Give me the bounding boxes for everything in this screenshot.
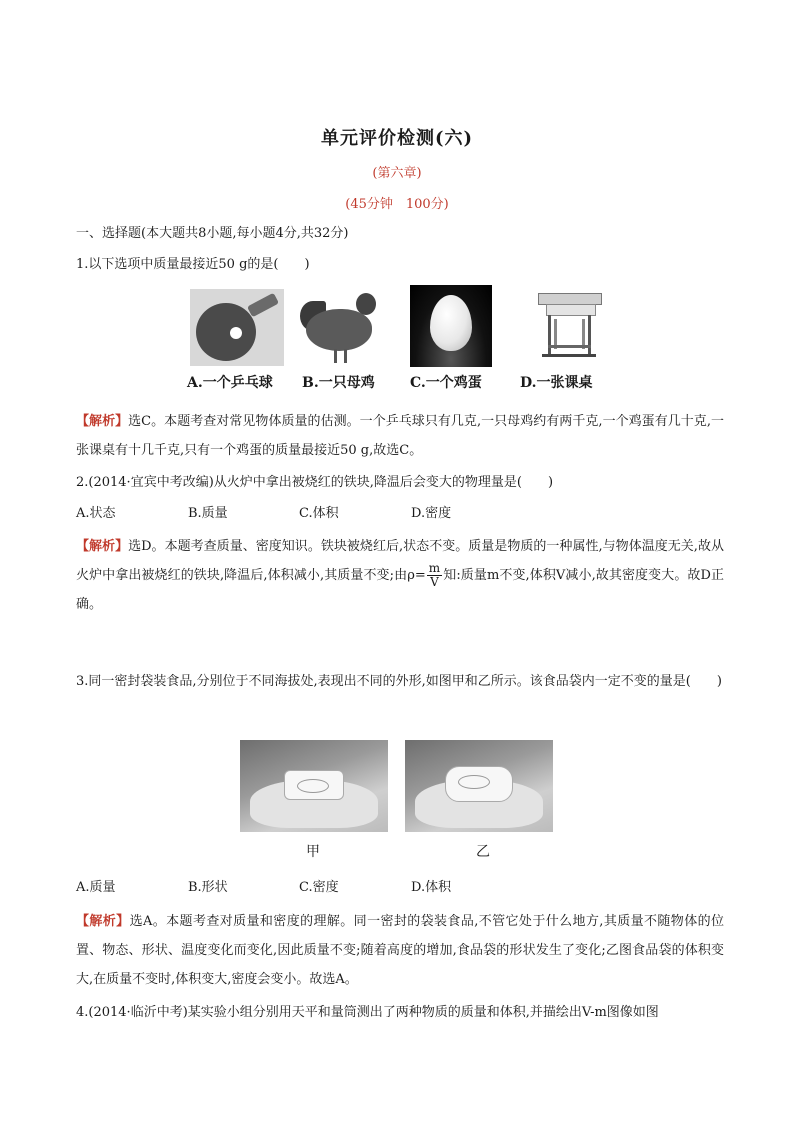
q3-option-b: B.形状 — [188, 880, 228, 895]
q3-option-c: C.密度 — [299, 880, 339, 895]
sealed-bag-photo-yi — [405, 740, 553, 832]
option-caption-a: A.一个乒乓球 — [187, 375, 273, 391]
q3-option-d: D.体积 — [411, 880, 452, 895]
question-2-analysis: 【解析】选D。本题考查质量、密度知识。铁块被烧红后,状态不变。质量是物质的一种属性,与物体温度无关,故从火炉中拿出被烧红的铁块,降温后,体积减小,其质量不变;由ρ= $\frac{m}{V}$ 知:质量m不变,体积V减小,故其密度变大。故D正确。 — [76, 539, 725, 612]
q2-option-a: A.状态 — [76, 506, 116, 521]
question-1-stem: 1.以下选项中质量最接近50 g的是( ) — [76, 257, 310, 272]
density-fraction: $\frac{m}{V}$ — [428, 561, 441, 589]
section-heading: 一、选择题(本大题共8小题,每小题4分,共32分) — [76, 226, 349, 241]
hen-image — [300, 287, 388, 365]
chapter-label: (第六章) — [372, 166, 422, 181]
q2-option-c: C.体积 — [299, 506, 339, 521]
page-title: 单元评价检测(六) — [320, 128, 474, 149]
option-caption-d: D.一张课桌 — [520, 375, 593, 391]
egg-image — [410, 285, 492, 367]
question-3-stem: 3.同一密封袋装食品,分别位于不同海拔处,表现出不同的外形,如图甲和乙所示。该食品袋内一定不变的量是( ) — [76, 674, 722, 689]
question-1-analysis: 【解析】选C。本题考查对常见物体质量的估测。一个乒乓球只有几克,一只母鸡约有两千克,一个鸡蛋有几十克,一张课桌有十几千克,只有一个鸡蛋的质量最接近50 g,故选C。 — [76, 414, 724, 458]
option-caption-c: C.一个鸡蛋 — [410, 375, 482, 391]
option-caption-b: B.一只母鸡 — [302, 375, 375, 391]
sealed-bag-photo-jia — [240, 740, 388, 832]
question-3-analysis: 【解析】选A。本题考查对质量和密度的理解。同一密封的袋装食品,不管它处于什么地方,其质量不随物体的位置、物态、形状、温度变化而变化,因此质量不变;随着高度的增加,食品袋的形状发生了变化;乙图食品袋的体积变大,在质量不变时,体积变大,密度会变小。故选A。 — [76, 914, 724, 987]
ping-pong-image — [190, 289, 284, 366]
analysis-tag: 【解析】 — [76, 914, 130, 929]
q2-option-d: D.密度 — [411, 506, 452, 521]
time-score-label: (45分钟 100分) — [345, 197, 449, 212]
analysis-tag: 【解析】 — [76, 414, 129, 429]
desk-image — [532, 285, 606, 360]
q2-option-b: B.质量 — [188, 506, 228, 521]
caption-yi: 乙 — [476, 844, 490, 860]
question-4-stem: 4.(2014·临沂中考)某实验小组分别用天平和量筒测出了两种物质的质量和体积,并描绘出V-m图像如图 — [76, 1005, 659, 1020]
caption-jia: 甲 — [306, 844, 320, 860]
q3-option-a: A.质量 — [76, 880, 116, 895]
analysis-tag: 【解析】 — [76, 539, 129, 554]
question-2-stem: 2.(2014·宜宾中考改编)从火炉中拿出被烧红的铁块,降温后会变大的物理量是( ) — [76, 475, 554, 490]
